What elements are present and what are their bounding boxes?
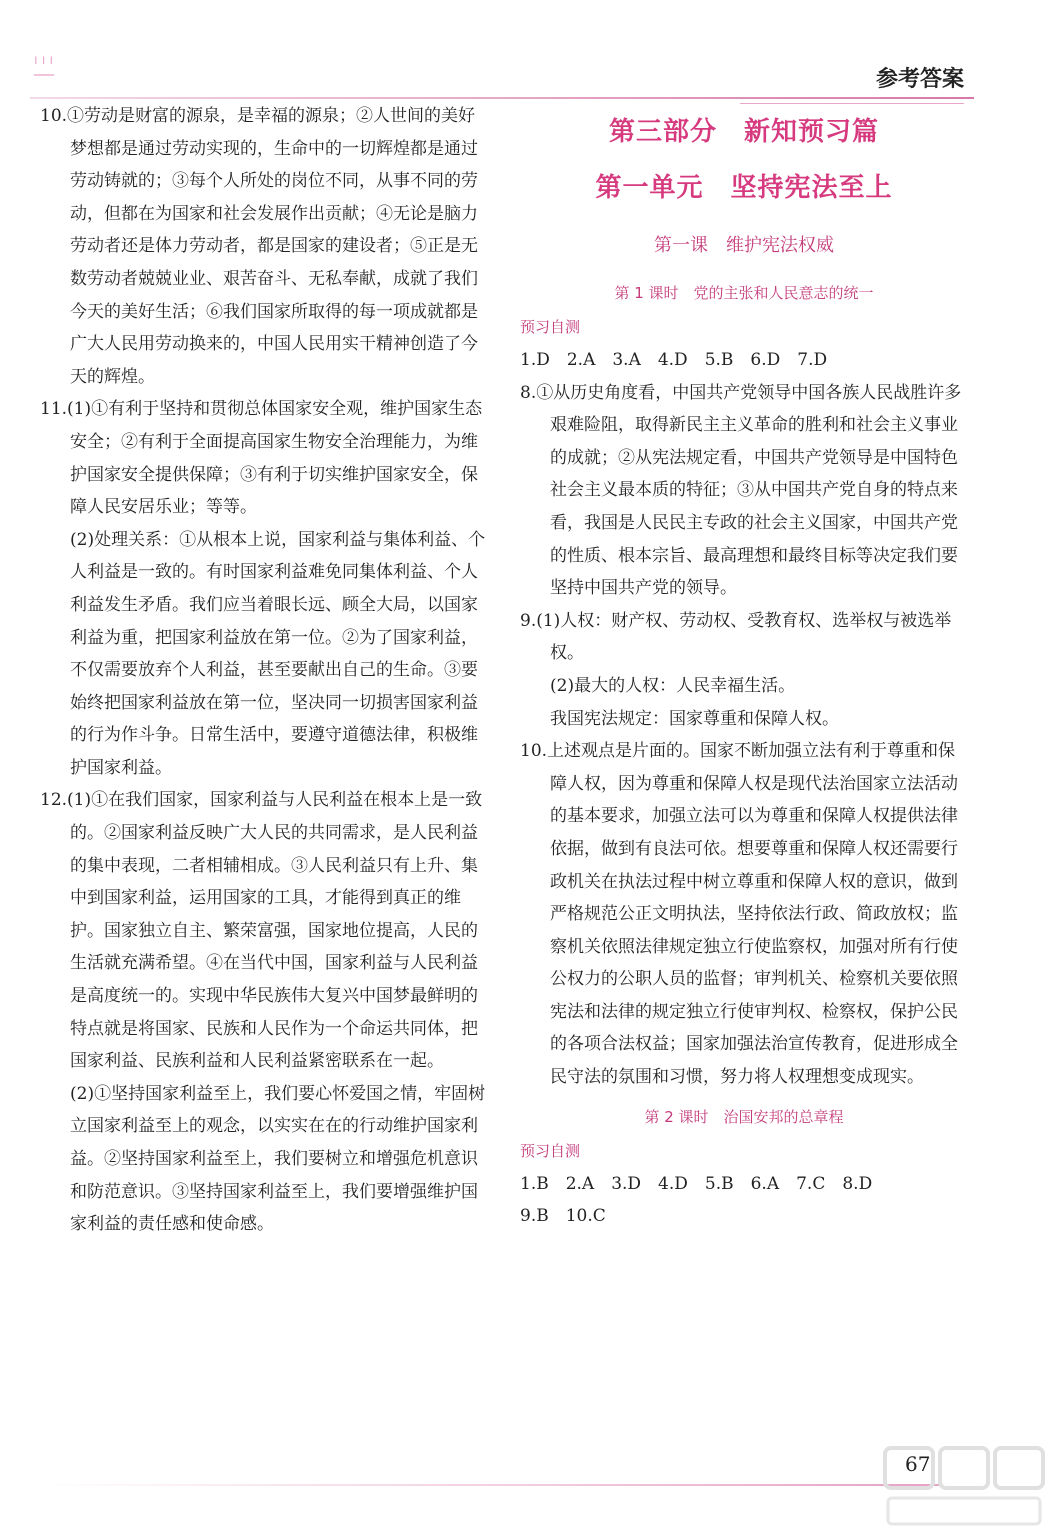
header-divider — [30, 97, 974, 99]
answer-paragraph: 1.B 2.A 3.D 4.D 5.B 6.A 7.C 8.D — [520, 1173, 873, 1194]
answer-paragraph: 10.上述观点是片面的。国家不断加强立法有利于尊重和保障人权，因为尊重和保障人权是现代法治国家立法活动的基本要求，加强立法可以为尊重和保障人权提供法律依据，做到有良法可依。想要尊重和保障人权还需要行政机关在执法过程中树立尊重和保障人权的意识，做到严格规范公正文明执法，坚持依法行政、简政放权；监察机关依照法律规定独立行使监察权，加强对所有行使公权力的公职人员的监督；审判机关、检察机关要依照宪法和法律的规定独立行使审判权、检察权，保护公民的各项合法权益；国家加强法治宣传教育，促进形成全民守法的氛围和习惯，努力将人权理想变成现实。 — [520, 741, 958, 1088]
answer-paragraph: 1.D 2.A 3.A 4.D 5.B 6.D 7.D — [520, 350, 828, 370]
unit-title: 第一单元 坚持宪法至上 — [595, 173, 893, 203]
answer-paragraph: 9.(1)人权：财产权、劳动权、受教育权、选举权与被选举权。 — [520, 610, 952, 664]
right-column — [520, 100, 968, 1233]
period-title: 第 2 课时 治国安邦的总章程 — [644, 1107, 844, 1126]
answer-paragraph: 10.①劳动是财富的源泉，是幸福的源泉；②人世间的美好梦想都是通过劳动实现的，生命中的一切辉煌都是通过劳动铸就的；③每个人所处的岗位不同，从事不同的劳动，但都在为国家和社会发展作出贡献；④无论是脑力劳动者还是体力劳动者，都是国家的建设者；⑤正是无数劳动者兢兢业业、艰苦奋斗、无私奉献，成就了我们今天的美好生活；⑥我们国家所取得的每一项成就都是广大人民用劳动换来的，中国人民用实干精神创造了今天的辉煌。 — [40, 106, 478, 387]
answer-paragraph: 12.(1)①在我们国家，国家利益与人民利益在根本上是一致的。②国家利益反映广大人民的共同需求，是人民利益的集中表现，二者相辅相成。③人民利益只有上升、集中到国家利益，运用国家的工具，才能得到真正的维护。国家独立自主、繁荣富强，国家地位提高，人民的生活就充满希望。④在当代中国，国家利益与人民利益是高度统一的。实现中华民族伟大复兴中国梦最鲜明的特点就是将国家、民族和人民作为一个命运共同体，把国家利益、民族利益和人民利益紧密联系在一起。 — [40, 790, 483, 1072]
answer-paragraph: (2)处理关系：①从根本上说，国家利益与集体利益、个人利益是一致的。有时国家利益难免同集体利益、个人利益发生矛盾。我们应当着眼长远、顾全大局，以国家利益为重，把国家利益放在第一位。②为了国家利益，不仅需要放弃个人利益，甚至要献出自己的生命。③要始终把国家利益放在第一位，坚决同一切损害国家利益的行为作斗争。日常生活中，要遵守道德法律，积极维护国家利益。 — [70, 529, 486, 778]
section-subtitle: 预习自测 — [520, 1141, 581, 1160]
page-number: 67 — [905, 1452, 931, 1476]
answer-paragraph: 8.①从历史角度看，中国共产党领导中国各族人民战胜许多艰难险阻，取得新民主主义革命的胜利和社会主义事业的成就；②从宪法规定看，中国共产党领导是中国特色社会主义最本质的特征；③从中国共产党自身的特点来看，我国是人民民主专政的社会主义国家，中国共产党的性质、根本宗旨、最高理想和最终目标等决定我们要坚持中国共产党的领导。 — [520, 382, 962, 599]
lesson-title: 第一课 维护宪法权威 — [654, 235, 834, 256]
answer-paragraph: 11.(1)①有利于坚持和贯彻总体国家安全观，维护国家生态安全；②有利于全面提高国家生物安全治理能力，为维护国家安全提供保障；③有利于切实维护国家安全，保障人民安居乐业；等等。 — [40, 399, 483, 518]
left-column — [40, 100, 492, 1241]
answer-paragraph: 9.B 10.C — [520, 1206, 606, 1227]
answer-paragraph: (2)最大的人权：人民幸福生活。 — [550, 675, 796, 696]
period-title: 第 1 课时 党的主张和人民意志的统一 — [614, 284, 874, 302]
header-title: 参考答案 — [875, 67, 964, 92]
part-title: 第三部分 新知预习篇 — [608, 117, 879, 147]
answer-paragraph: 我国宪法规定：国家尊重和保障人权。 — [550, 708, 839, 729]
answer-paragraph: (2)①坚持国家利益至上，我们要心怀爱国之情，牢固树立国家利益至上的观念，以实实在在的行动维护国家利益。②坚持国家利益至上，我们要树立和增强危机意识和防范意识。③坚持国家利益至上，我们要增强维护国家利益的责任感和使命感。 — [70, 1083, 486, 1235]
section-subtitle: 预习自测 — [520, 318, 581, 336]
corner-mark: ı ı ı — [34, 54, 74, 82]
footer-divider — [40, 1484, 940, 1486]
